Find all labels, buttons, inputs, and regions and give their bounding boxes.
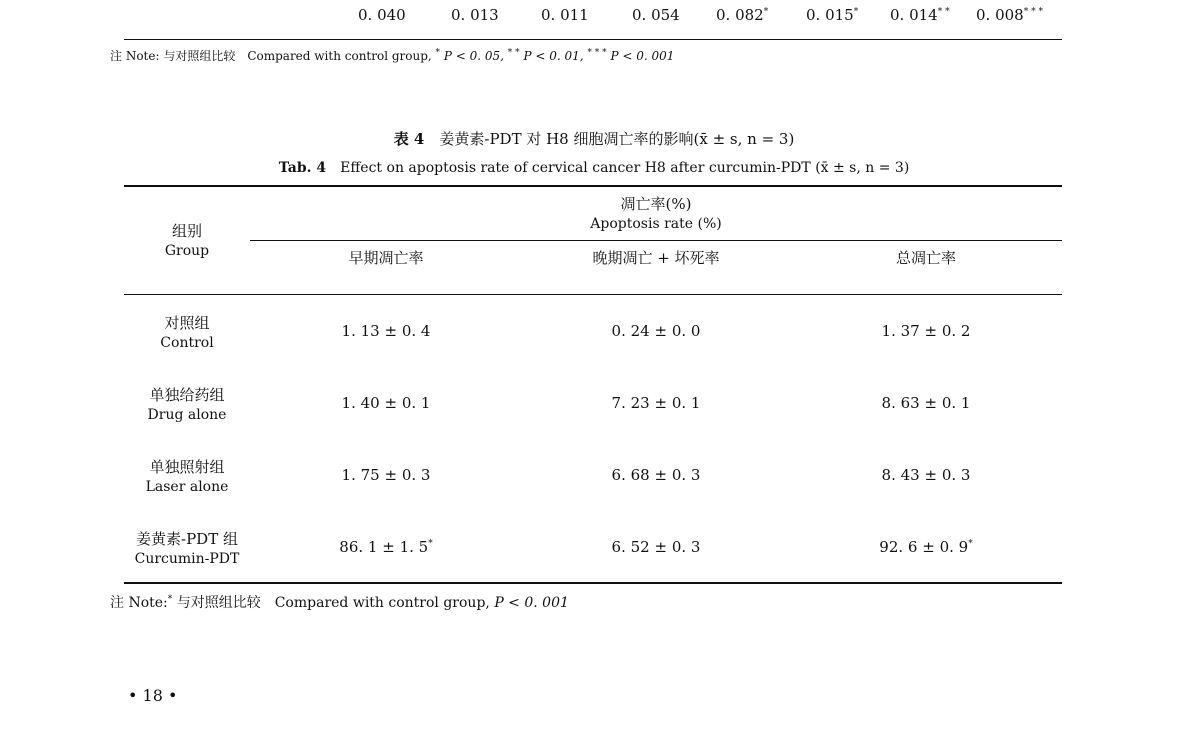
prev-cell-4: 0. 054 xyxy=(632,6,680,24)
table-row-total: 8. 63 ± 0. 1 xyxy=(881,394,971,412)
table4-header-mid-rule xyxy=(250,240,1062,241)
prev-cell-2: 0. 013 xyxy=(451,6,499,24)
table-row-total: 1. 37 ± 0. 2 xyxy=(881,322,971,340)
prev-cell-7: 0. 014* * xyxy=(890,6,950,24)
prev-cell-1: 0. 040 xyxy=(358,6,406,24)
table4-caption-en: Tab. 4 Effect on apoptosis rate of cervical cancer H8 after curcumin-PDT (x̄ ± s, n = 3) xyxy=(278,160,910,176)
prev-cell-3: 0. 011 xyxy=(541,6,589,24)
table-row-total: 92. 6 ± 0. 9* xyxy=(879,538,973,556)
apoptosis-rate-header: 凋亡率(%) Apoptosis rate (%) xyxy=(590,195,722,232)
table-row-late: 7. 23 ± 0. 1 xyxy=(611,394,701,412)
table4-header-bottom-rule xyxy=(124,294,1062,295)
table4-caption-cn: 表 4 姜黄素-PDT 对 H8 细胞凋亡率的影响(x̄ ± s, n = 3) xyxy=(393,130,795,148)
prev-cell-5: 0. 082* xyxy=(716,6,769,24)
table4-note: 注 Note:* 与对照组比较 Compared with control group, P < 0. 001 xyxy=(110,594,569,611)
table-row-total: 8. 43 ± 0. 3 xyxy=(881,466,971,484)
table-row-early: 86. 1 ± 1. 5* xyxy=(339,538,433,556)
group-header: 组别 Group xyxy=(164,222,210,259)
table-row-early: 1. 40 ± 0. 1 xyxy=(341,394,431,412)
table-row-group: 单独给药组 Drug alone xyxy=(147,386,227,423)
previous-table-bottom-rule xyxy=(124,39,1062,40)
table-row-group: 姜黄素-PDT 组 Curcumin-PDT xyxy=(134,530,240,567)
subheader-early: 早期凋亡率 xyxy=(348,249,424,267)
subheader-total: 总凋亡率 xyxy=(895,249,956,267)
previous-table-note: 注 Note: 与对照组比较 Compared with control group, * P < 0. 05, * * P < 0. 01, * * * P < 0. 001 xyxy=(110,48,675,63)
table-row-group: 单独照射组 Laser alone xyxy=(145,458,229,495)
table-row-late: 0. 24 ± 0. 0 xyxy=(611,322,701,340)
table-row-late: 6. 68 ± 0. 3 xyxy=(611,466,701,484)
table4-top-rule xyxy=(124,185,1062,187)
table-row-late: 6. 52 ± 0. 3 xyxy=(611,538,701,556)
table-row-early: 1. 13 ± 0. 4 xyxy=(341,322,431,340)
page-number: • 18 • xyxy=(128,686,178,705)
table-row-group: 对照组 Control xyxy=(160,314,214,351)
table4-bottom-rule xyxy=(124,582,1062,584)
prev-cell-8: 0. 008* * * xyxy=(976,6,1043,24)
prev-cell-6: 0. 015* xyxy=(806,6,859,24)
subheader-late: 晚期凋亡 + 坏死率 xyxy=(592,249,720,267)
table-row-early: 1. 75 ± 0. 3 xyxy=(341,466,431,484)
